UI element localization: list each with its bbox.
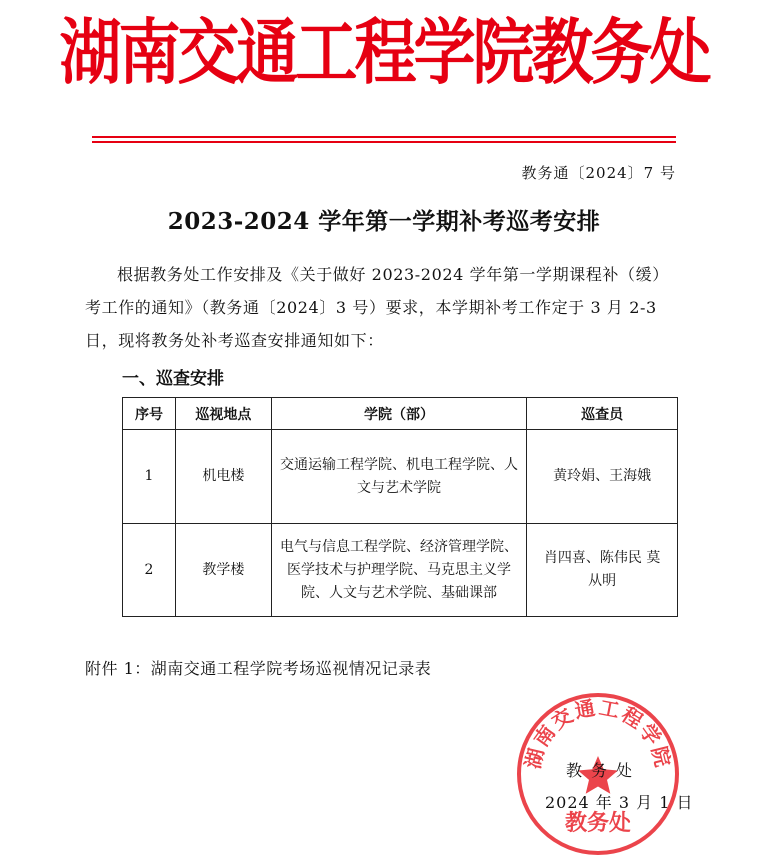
header-cell-inspector: 巡查员 — [527, 398, 678, 430]
table-row — [123, 430, 678, 524]
table-row — [123, 524, 678, 617]
attachment-note: 附件 1：湖南交通工程学院考场巡视情况记录表 — [85, 659, 432, 678]
letterhead-rule-top — [92, 136, 676, 138]
cell-inspectors: 黄玲娟、王海娥 — [527, 430, 678, 524]
document-number: 教务通〔2024〕7 号 — [521, 164, 676, 182]
seal-arc-text: 湖南交通工程学院 — [520, 695, 676, 772]
cell-location: 教学楼 — [175, 524, 271, 617]
letterhead-title: 湖南交通工程学院教务处 — [59, 10, 709, 95]
cell-no: 1 — [123, 430, 176, 524]
signature-date: 2024 年 3 月 1 日 — [545, 793, 694, 812]
table-header-row — [123, 398, 678, 430]
signature-office: 教务处 — [566, 761, 642, 780]
seal-center-text: 教务处 — [564, 811, 632, 836]
cell-inspectors: 肖四喜、陈伟民 莫从明 — [527, 524, 678, 617]
header-cell-college: 学院（部） — [271, 398, 526, 430]
cell-colleges: 交通运输工程学院、机电工程学院、人文与艺术学院 — [271, 430, 526, 524]
cell-location: 机电楼 — [175, 430, 271, 524]
header-cell-location: 巡视地点 — [175, 398, 271, 430]
patrol-table — [122, 397, 678, 617]
body-paragraph: 根据教务处工作安排及《关于做好 2023-2024 学年第一学期课程补（缓）考工作的通知》（教务通〔2024〕3 号）要求，本学期补考工作定于 3 月 2-3 日，现将教务处补考巡查安排通知如下： — [85, 265, 669, 350]
cell-colleges: 电气与信息工程学院、经济管理学院、医学技术与护理学院、马克思主义学院、人文与艺术学院、基础课部 — [271, 524, 526, 617]
letterhead-rule-bottom — [92, 141, 676, 143]
cell-no: 2 — [123, 524, 176, 617]
document-title: 2023-2024 学年第一学期补考巡考安排 — [167, 208, 601, 235]
header-cell-no: 序号 — [123, 398, 176, 430]
section-heading: 一、巡查安排 — [122, 369, 224, 389]
